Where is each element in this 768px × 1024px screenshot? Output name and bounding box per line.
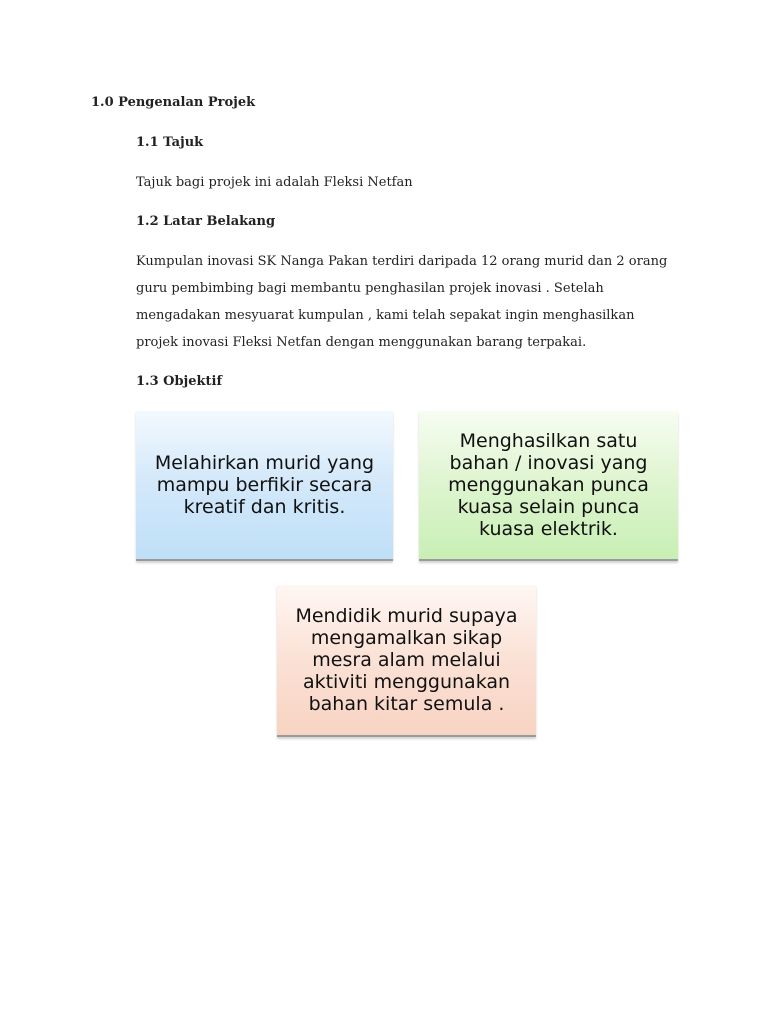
objective-text-2: Menghasilkan satu bahan / inovasi yang menggunakan punca kuasa selain punca kuasa elektrik. bbox=[448, 430, 649, 540]
objektif-heading: 1.3 Objektif bbox=[136, 374, 223, 389]
section-title: 1.0 Pengenalan Projek bbox=[91, 95, 256, 110]
tajuk-text: Tajuk bagi projek ini adalah Fleksi Netfan bbox=[136, 175, 413, 190]
objective-box-1 bbox=[136, 411, 393, 561]
objective-box-2 bbox=[419, 411, 678, 561]
objective-text-1: Melahirkan murid yang mampu berfikir secara kreatif dan kritis. bbox=[154, 452, 375, 518]
tajuk-heading: 1.1 Tajuk bbox=[136, 135, 204, 150]
latar-text: Kumpulan inovasi SK Nanga Pakan terdiri daripada 12 orang murid dan 2 orang guru pembimbing bagi membantu penghasilan projek inovasi . Setelah mengadakan mesyuarat kumpulan , kami telah sepakat ingin menghasilkan projek inovasi Fleksi Netfan dengan menggunakan barang terpakai. bbox=[136, 254, 668, 350]
objective-box-3 bbox=[277, 585, 536, 737]
objective-text-3: Mendidik murid supaya mengamalkan sikap mesra alam melalui aktiviti menggunakan bahan kitar semula . bbox=[295, 605, 518, 715]
latar-heading: 1.2 Latar Belakang bbox=[136, 214, 276, 229]
